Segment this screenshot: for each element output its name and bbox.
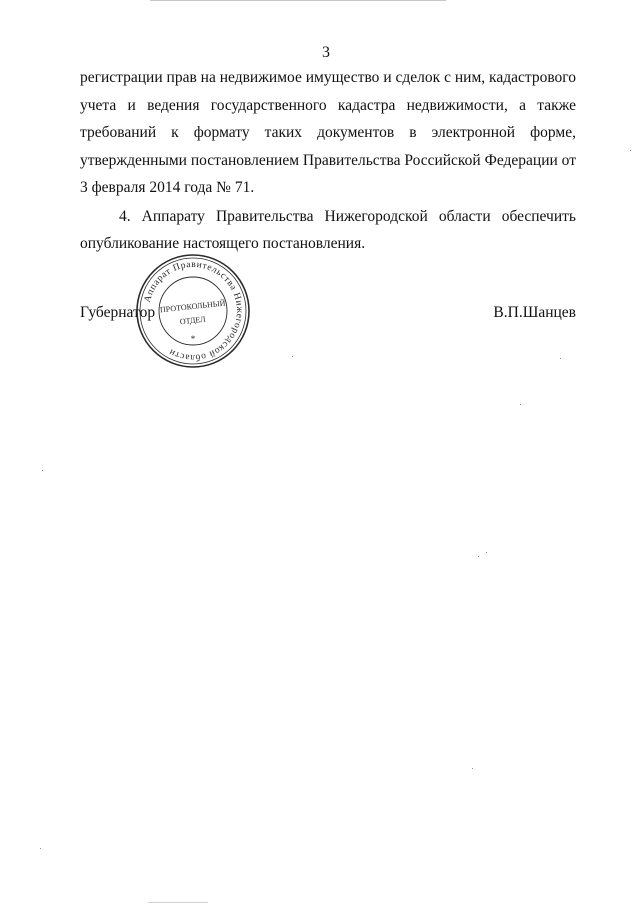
signer-name: В.П.Шанцев bbox=[493, 304, 576, 321]
scan-speck bbox=[292, 356, 293, 357]
scan-edge-line bbox=[150, 0, 446, 1]
text-line: требований к формату таких документов в электронной форме, bbox=[80, 124, 576, 141]
scan-speck bbox=[40, 848, 41, 849]
text-line: утвержденными постановлением Правительства Российской Федерации от bbox=[80, 151, 576, 169]
scan-speck bbox=[472, 768, 473, 769]
stamp-ring-text: Аппарат Правительства Нижегородской области bbox=[142, 259, 245, 363]
text-line: 4. Аппарату Правительства Нижегородской области обеспечить bbox=[119, 207, 576, 225]
scan-speck bbox=[486, 552, 487, 553]
scan-speck bbox=[560, 358, 561, 359]
scan-edge-line bbox=[148, 902, 208, 903]
paragraph-continuation bbox=[80, 64, 576, 202]
scan-speck bbox=[42, 470, 43, 471]
stamp-center-line-2: ОТДЕЛ bbox=[179, 314, 207, 327]
star-icon: * bbox=[190, 334, 196, 344]
text-line: учета и ведения государственного кадастра недвижимости, а также bbox=[80, 96, 576, 114]
official-stamp bbox=[134, 252, 252, 370]
scan-speck bbox=[630, 150, 631, 151]
body-text bbox=[80, 64, 576, 258]
stamp-center-line-1: ПРОТОКОЛЬНЫЙ bbox=[159, 298, 226, 315]
page-number: 3 bbox=[322, 44, 330, 61]
scan-speck bbox=[478, 556, 479, 557]
text-line: опубликование настоящего постановления. bbox=[80, 235, 366, 252]
text-line: 3 февраля 2014 года № 71. bbox=[80, 179, 255, 196]
text-line: регистрации прав на недвижимое имущество и сделок с ним, кадастрового bbox=[80, 69, 576, 86]
paragraph-item-4 bbox=[80, 203, 576, 258]
scan-speck bbox=[520, 404, 521, 405]
signer-title: Губернатор bbox=[80, 304, 156, 321]
